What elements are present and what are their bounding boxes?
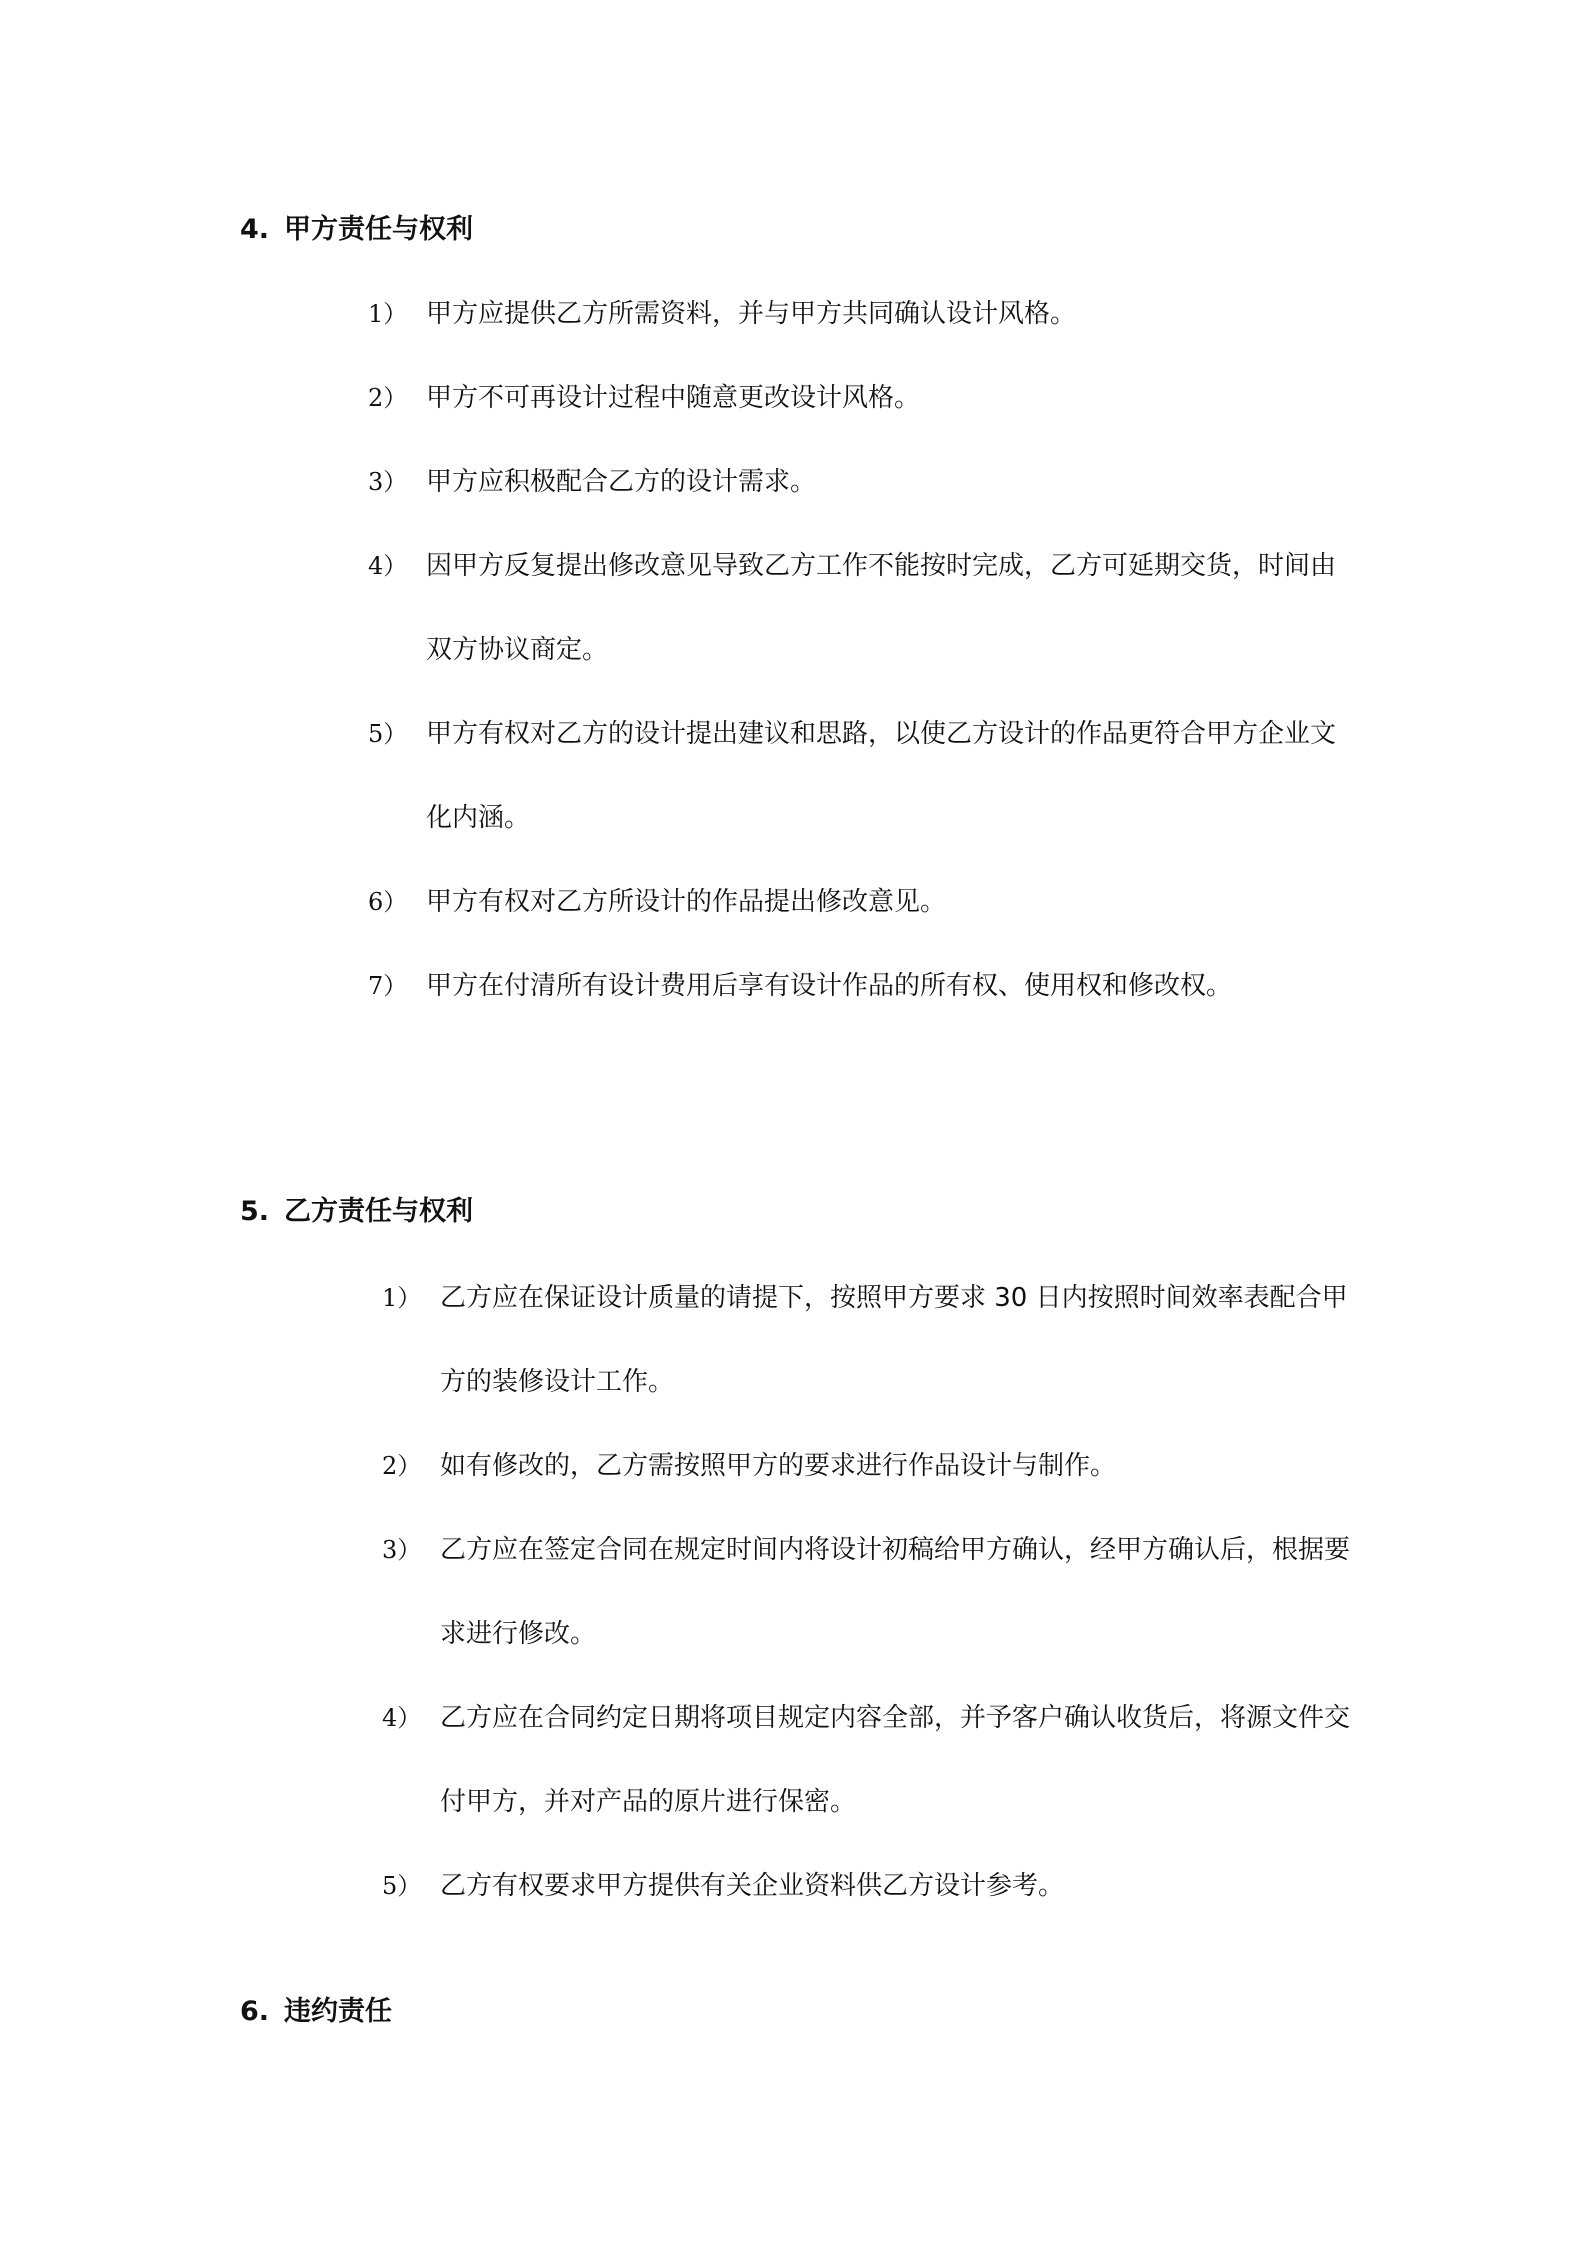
- section-heading: [240, 210, 473, 250]
- list-item: [368, 356, 1356, 440]
- list-item-text: 甲方应积极配合乙方的设计需求。: [426, 467, 817, 497]
- list-item: [382, 1424, 1356, 1508]
- list-item-text: 甲方有权对乙方的设计提出建议和思路，以使乙方设计的作品更符合甲方企业文化内涵。: [426, 719, 1337, 833]
- section-heading: [240, 1992, 392, 2032]
- list-item-text: 因甲方反复提出修改意见导致乙方工作不能按时完成，乙方可延期交货，时间由双方协议商定。: [426, 551, 1337, 665]
- section-title: 违约责任: [284, 1996, 392, 2027]
- list-item-text: 甲方应提供乙方所需资料，并与甲方共同确认设计风格。: [426, 299, 1077, 329]
- list-marker: 7）: [368, 972, 408, 1000]
- list-marker: 6）: [368, 888, 408, 916]
- list-item-text: 甲方不可再设计过程中随意更改设计风格。: [426, 383, 921, 413]
- list-item-text: 甲方有权对乙方所设计的作品提出修改意见。: [426, 887, 947, 917]
- list-item-text: 如有修改的，乙方需按照甲方的要求进行作品设计与制作。: [440, 1451, 1117, 1481]
- list-marker: 5）: [368, 720, 408, 748]
- list-item: [382, 1508, 1356, 1676]
- list-marker: 2）: [382, 1452, 422, 1480]
- list-marker: 3）: [382, 1536, 422, 1564]
- list-item: [368, 944, 1356, 1028]
- section-number: 4.: [240, 214, 270, 245]
- section-number: 5.: [240, 1196, 270, 1227]
- list-item: [368, 440, 1356, 524]
- section-number: 6.: [240, 1996, 270, 2027]
- list-marker: 3）: [368, 468, 408, 496]
- list-item: [368, 272, 1356, 356]
- list-item: [382, 1256, 1356, 1424]
- list-item-text: 甲方在付清所有设计费用后享有设计作品的所有权、使用权和修改权。: [426, 971, 1233, 1001]
- list-marker: 4）: [368, 552, 408, 580]
- list-marker: 1）: [382, 1284, 422, 1312]
- list-marker: 5）: [382, 1872, 422, 1900]
- list-item: [382, 1844, 1356, 1928]
- list-item-text: 乙方应在保证设计质量的请提下，按照甲方要求 30 日内按照时间效率表配合甲方的装修设计工作。: [440, 1283, 1348, 1397]
- list-item: [382, 1676, 1356, 1844]
- list-item-text: 乙方有权要求甲方提供有关企业资料供乙方设计参考。: [440, 1871, 1065, 1901]
- section-title: 乙方责任与权利: [284, 1196, 473, 1227]
- list-marker: 2）: [368, 384, 408, 412]
- list-marker: 1）: [368, 300, 408, 328]
- section-title: 甲方责任与权利: [284, 214, 473, 245]
- list-item: [368, 860, 1356, 944]
- list-item: [368, 692, 1356, 860]
- list-item-text: 乙方应在合同约定日期将项目规定内容全部，并予客户确认收货后，将源文件交付甲方，并对产品的原片进行保密。: [440, 1703, 1351, 1817]
- list-item-text: 乙方应在签定合同在规定时间内将设计初稿给甲方确认，经甲方确认后，根据要求进行修改。: [440, 1535, 1351, 1649]
- list-marker: 4）: [382, 1704, 422, 1732]
- section-heading: [240, 1192, 473, 1232]
- list-item: [368, 524, 1356, 692]
